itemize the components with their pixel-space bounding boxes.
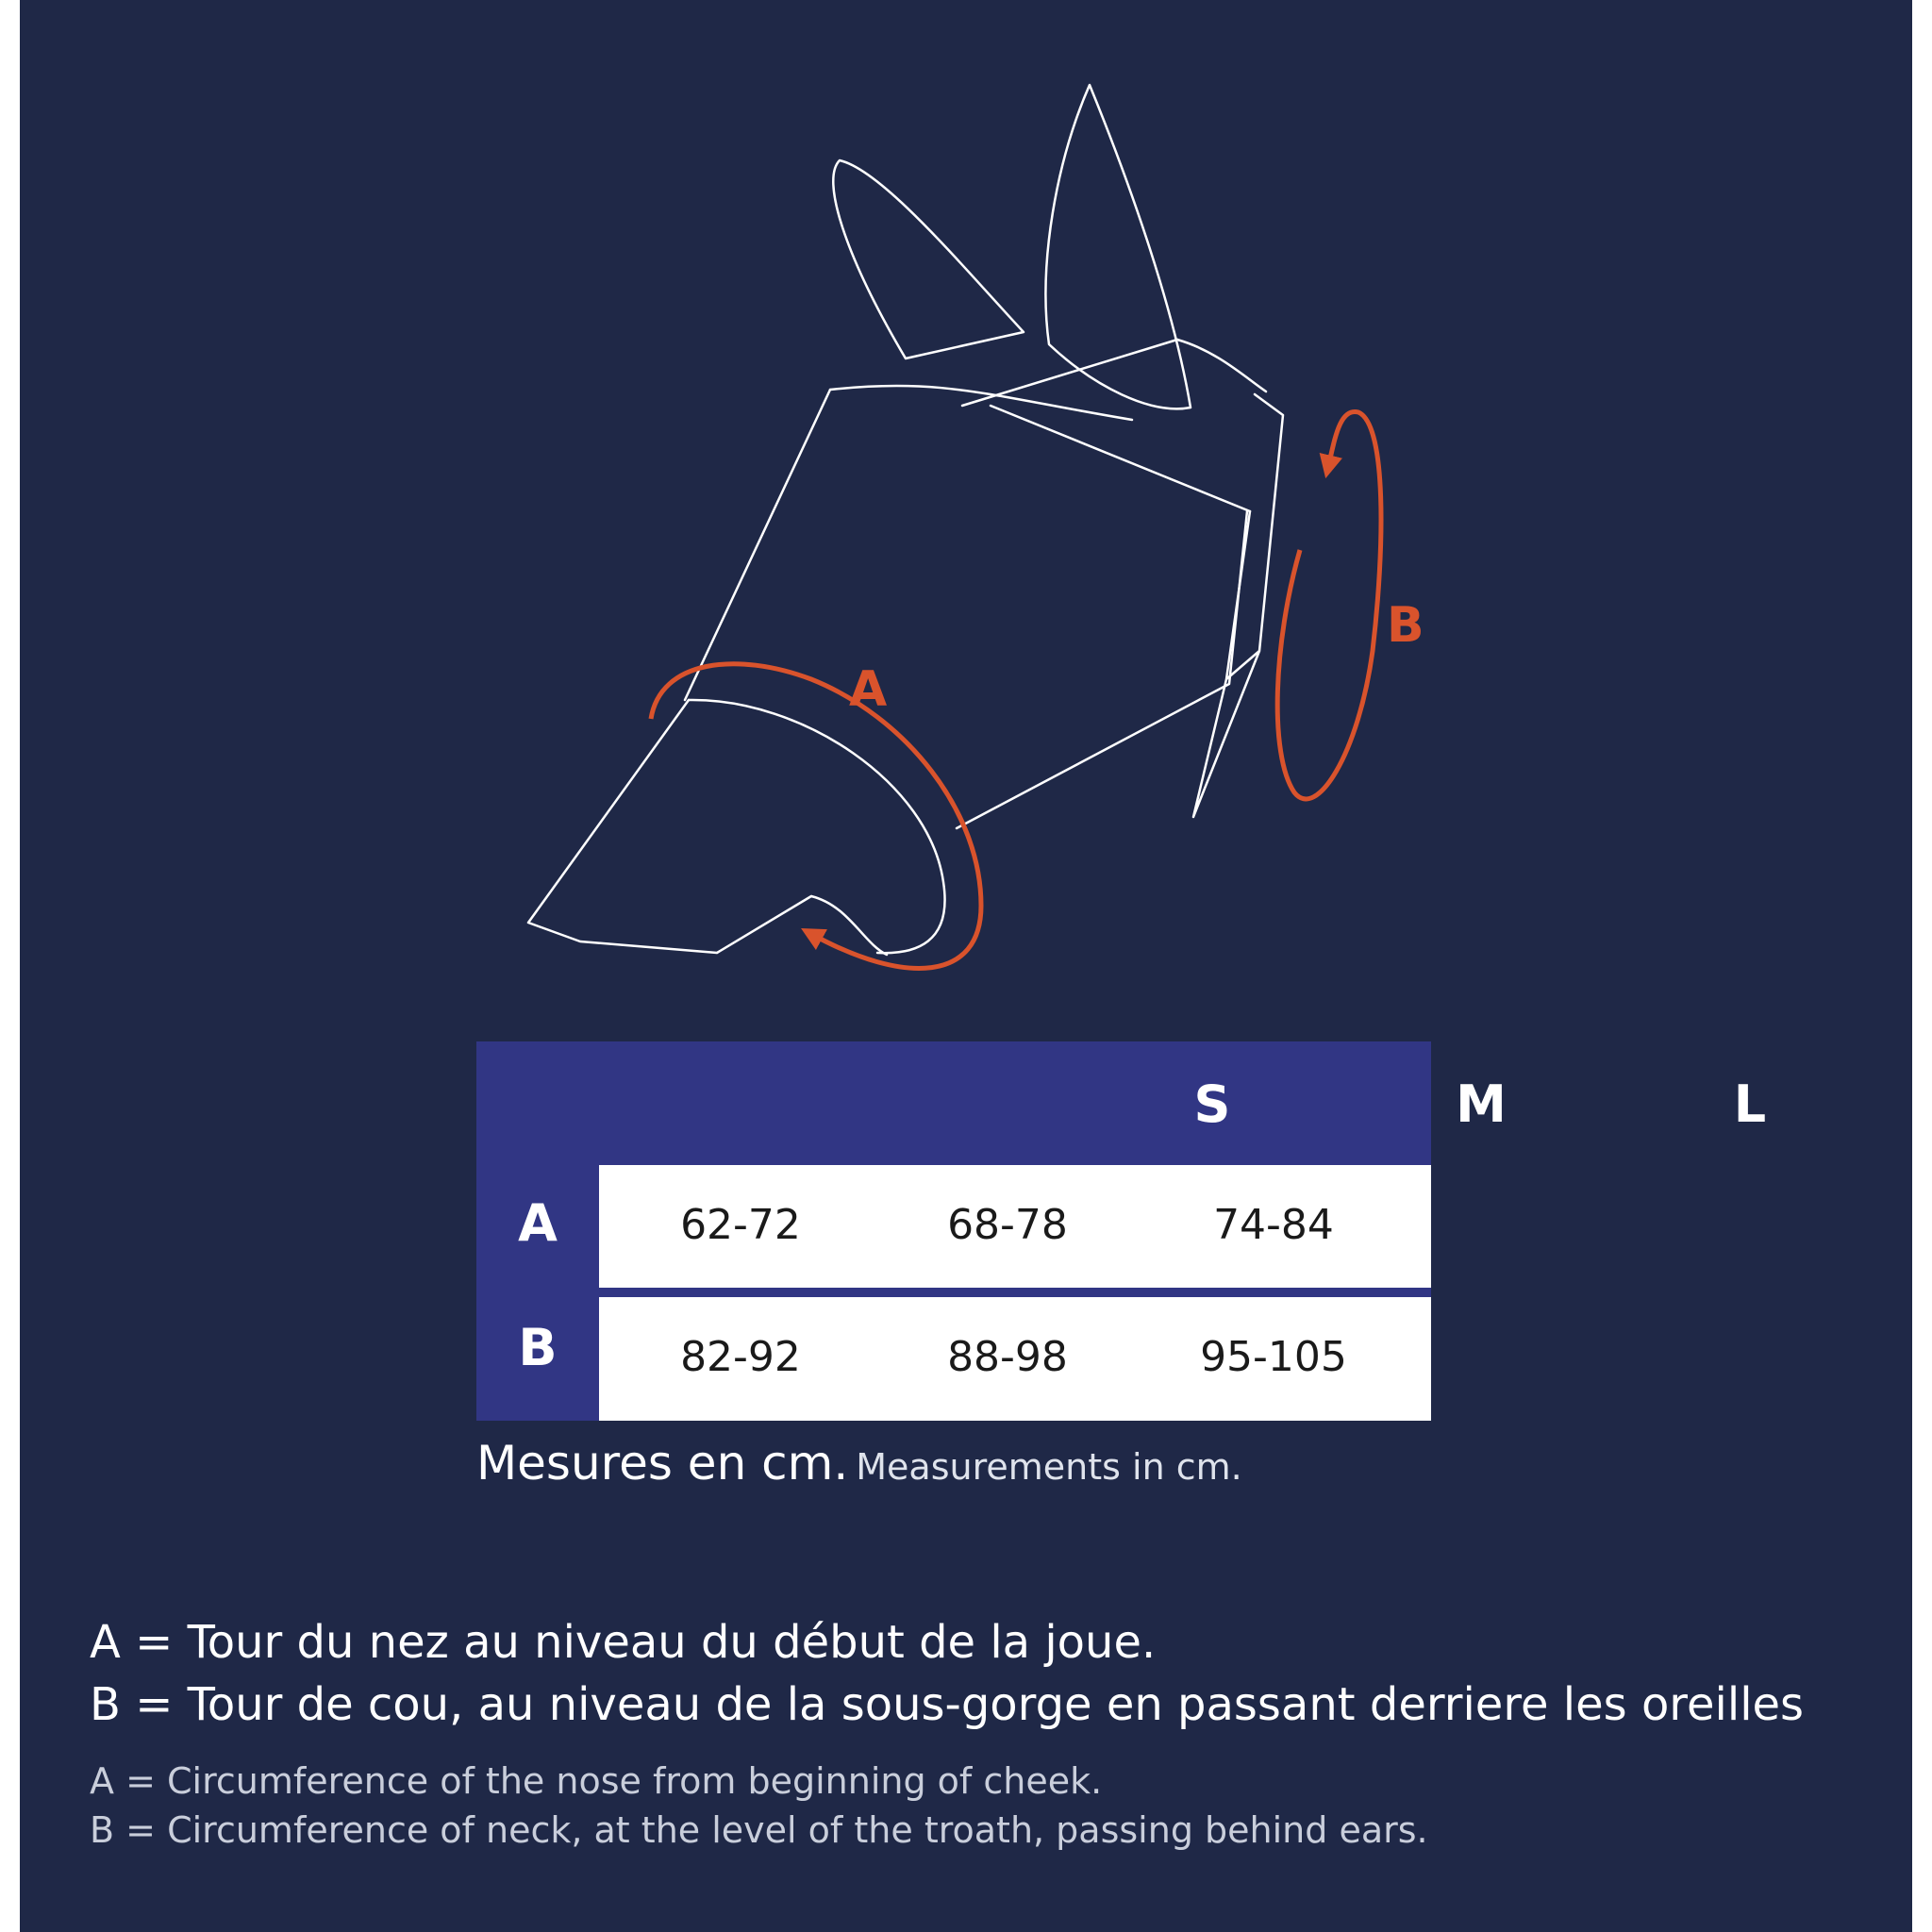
cell-a-s: 62-72 (680, 1201, 801, 1249)
right-ear (1046, 85, 1191, 408)
muzzle-ring (689, 700, 945, 953)
measure-a-arc (651, 664, 981, 969)
table-row-a (599, 1165, 1431, 1288)
legend-en-a: A = Circumference of the nose from beginning of cheek. (90, 1760, 1103, 1802)
table-row-b (599, 1297, 1431, 1421)
face-body (957, 511, 1247, 828)
legend-english (90, 1757, 1428, 1855)
cell-b-l: 95-105 (1200, 1333, 1347, 1381)
legend-french (90, 1611, 1804, 1736)
legend-en-b: B = Circumference of neck, at the level of the troath, passing behind ears. (90, 1809, 1428, 1851)
column-header-s: S (1193, 1074, 1231, 1134)
units-fr: Mesures en cm. (476, 1436, 849, 1491)
head-outline (685, 340, 1177, 700)
marker-a: A (849, 661, 888, 718)
marker-b: B (1387, 597, 1424, 654)
left-ear (833, 160, 1024, 358)
cell-b-m: 88-98 (947, 1333, 1068, 1381)
forehead-seam (991, 406, 1250, 511)
row-header-a: A (518, 1193, 558, 1253)
units-note (476, 1436, 1242, 1491)
cell-b-s: 82-92 (680, 1333, 801, 1381)
legend-fr-a: A = Tour du nez au niveau du début de la joue. (90, 1616, 1157, 1669)
row-header-b: B (518, 1318, 558, 1377)
nose-flap (528, 700, 887, 955)
measure-b-arc (1277, 411, 1381, 798)
column-header-m: M (1456, 1074, 1507, 1134)
units-en: Measurements in cm. (856, 1446, 1242, 1488)
column-header-l: L (1733, 1074, 1767, 1134)
legend-fr-b: B = Tour de cou, au niveau de la sous-gorge en passant derriere les oreilles (90, 1678, 1805, 1731)
cell-a-m: 68-78 (947, 1201, 1068, 1249)
cell-a-l: 74-84 (1213, 1201, 1334, 1249)
